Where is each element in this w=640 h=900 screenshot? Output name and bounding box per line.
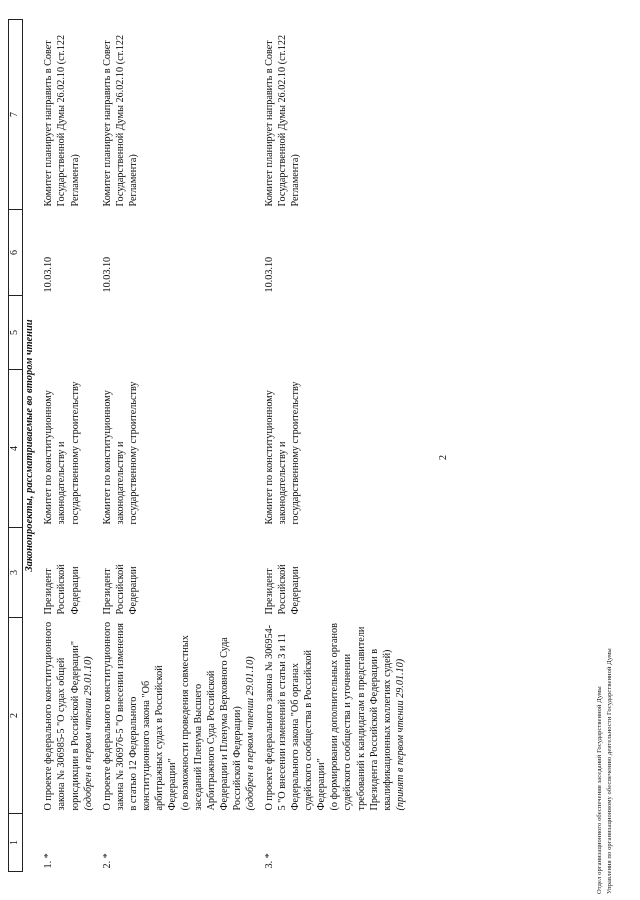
date: 10.03.10 [43, 256, 55, 293]
reading-status: (принят в первом чтении 29.01.10) [394, 658, 406, 811]
column-header: 3 [9, 528, 23, 618]
footer-directorate: Управления по организационному обеспечению деятельности Государственной Думы [606, 648, 613, 894]
bill-cell [263, 618, 413, 814]
table-row [101, 20, 264, 872]
note: Комитет планирует направить в Совет Государственной Думы 26.02.10 (ст.122 Регламента) [264, 34, 302, 207]
committee: Комитет по конституционному законодательству и государственному строительству [264, 381, 302, 525]
footer-department: Отдел организационного обеспечения заседаний Государственной Думы [596, 686, 603, 894]
column-5-cell [263, 296, 413, 370]
note: Комитет планирует направить в Совет Государственной Думы 26.02.10 (ст.122 Регламента) [43, 34, 81, 207]
table-row [263, 20, 413, 872]
row-number: 3. * [264, 853, 276, 869]
bill-cell [42, 618, 100, 814]
column-number-row [9, 20, 23, 872]
agenda-table [8, 19, 413, 872]
page-number: 2 [438, 455, 449, 460]
bill-title: О проекте федерального закона № 306954-5 "О внесении изменений в статьи 3 и 11 Федерального закона "Об органах судейского сообщества в Российской Федерации" [264, 624, 328, 811]
bill-title: О проекте федерального конституционного закона № 306985-5 "О судах общей юрисдикции в Российской Федерации" [43, 621, 81, 811]
reading-status: (одобрен в первом чтении 29.01.10) [245, 656, 257, 811]
committee: Комитет по конституционному законодательству и государственному строительству [43, 381, 81, 525]
bill-title: О проекте федерального конституционного закона № 306976-5 "О внесении изменения в статью 12 Федерального конституционного закона "Об арбитражных судах в Российской Федерации" [101, 621, 178, 811]
row-number: 2. * [101, 853, 113, 869]
column-5-cell [42, 296, 100, 370]
bill-description: (о формировании дополнительных органов судейского сообщества и уточнении требований к кандидатам в представители Президента Российской Федерации в квалификационных коллегиях судей) [329, 623, 393, 811]
column-header: 4 [9, 370, 23, 528]
date: 10.03.10 [264, 256, 276, 293]
table-row [42, 20, 100, 872]
column-header: 2 [9, 618, 23, 814]
reading-status: (одобрен в первом чтении 29.01.10) [82, 656, 94, 811]
initiator: Президент Российской Федерации [43, 564, 81, 615]
bill-description: (о возможности проведения совместных заседаний Пленума Высшего Арбитражного Суда Российской Федерации и Пленума Верховного Суда Российской Федерации) [179, 635, 244, 811]
bill-cell [101, 618, 264, 814]
column-5-cell [101, 296, 264, 370]
column-header: 7 [9, 20, 23, 210]
column-header: 6 [9, 210, 23, 296]
section-title: Законопроекты, рассматриваемые во втором чтении [24, 319, 35, 572]
initiator: Президент Российской Федерации [101, 564, 139, 615]
column-header: 5 [9, 296, 23, 370]
row-number: 1. * [43, 853, 55, 869]
note: Комитет планирует направить в Совет Государственной Думы 26.02.10 (ст.122 Регламента) [101, 34, 139, 207]
initiator: Президент Российской Федерации [264, 564, 302, 615]
committee: Комитет по конституционному законодательству и государственному строительству [101, 381, 139, 525]
column-header: 1 [9, 814, 23, 872]
date: 10.03.10 [101, 256, 113, 293]
